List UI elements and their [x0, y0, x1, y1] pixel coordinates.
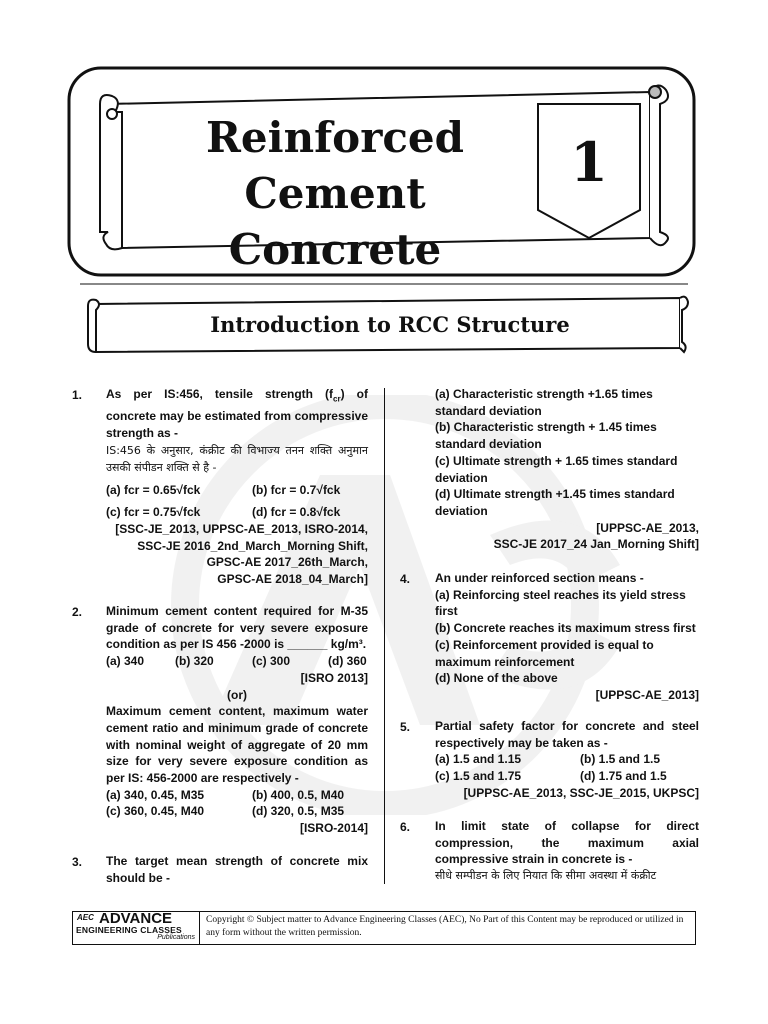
q3-reference-2: SSC-JE 2017_24 Jan_Morning Shift] — [493, 537, 699, 552]
q2-reference-2: [ISRO-2014] — [299, 821, 368, 836]
q1-option-a: (a) fcr = 0.65√fck — [106, 482, 201, 497]
q2-text-2: Maximum cement content, maximum water cement ratio and minimum grade of concrete with nominal weight of aggregate of 20 mm size for very severe exposure condition as per IS: 456-2000 are respectively - — [106, 704, 368, 786]
q5-option-b: (b) 1.5 and 1.5 — [580, 752, 661, 767]
q2-option-c: (c) 300 — [252, 654, 291, 669]
chapter-number: 1 — [570, 130, 608, 194]
q3-reference-1: [UPPSC-AE_2013, — [596, 520, 699, 535]
q2-or: (or) — [227, 687, 247, 702]
question-number: 6. — [400, 820, 411, 834]
q4-option-b: (b) Concrete reaches its maximum stress first — [435, 621, 696, 636]
question-number: 3. — [72, 855, 83, 869]
footer — [72, 911, 696, 945]
q3-option-d: (d) Ultimate strength +1.45 times standard deviation — [435, 487, 675, 518]
q6-hindi-text: सीधे सम्पीडन के लिए नियात कि सीमा अवस्था में कंक्रीट — [435, 869, 657, 883]
q1-hindi-text: IS:456 के अनुसार, कंक्रीट की विभाज्य तनन शक्ति अनुमान उसकी संपीडन शक्ति से है - — [106, 443, 368, 474]
question-1 — [106, 386, 368, 588]
logo-mark: AEC — [77, 913, 94, 922]
q5-text: Partial safety factor for concrete and steel respectively may be taken as - — [435, 719, 699, 750]
column-divider — [384, 388, 385, 884]
q2-reference: [ISRO 2013] — [300, 670, 368, 685]
q1-option-c: (c) fcr = 0.75√fck — [106, 505, 201, 520]
question-6 — [435, 818, 699, 885]
q3-option-a: (a) Characteristic strength +1.65 times standard deviation — [435, 387, 653, 418]
q2-option-a: (a) 340 — [106, 654, 145, 669]
q4-option-a: (a) Reinforcing steel reaches its yield stress first — [435, 587, 686, 619]
q2-option2-c: (c) 360, 0.45, M40 — [106, 804, 205, 819]
q2-text: Minimum cement content required for M-35 grade of concrete for very severe exposure condition as per IS 456 -2000 is ______ kg/m³. — [106, 604, 368, 652]
q3-option-b: (b) Characteristic strength + 1.45 times standard deviation — [435, 420, 657, 452]
q4-reference: [UPPSC-AE_2013] — [595, 687, 699, 702]
question-number: 4. — [400, 572, 411, 586]
q2-option-d: (d) 360 — [328, 654, 367, 669]
logo-publications: Publications — [157, 934, 195, 941]
q5-option-d: (d) 1.75 and 1.5 — [580, 769, 667, 784]
chapter-title-line1: Reinforced — [206, 113, 464, 162]
q1-text-b: ) of concrete may be estimated from compressive strength as - — [106, 387, 368, 440]
q1-reference-1: [SSC-JE_2013, UPPSC-AE_2013, ISRO-2014, — [115, 521, 368, 536]
chapter-title-line2: Cement Concrete — [228, 169, 442, 274]
q1-text-a: As per IS:456, tensile strength (f — [106, 387, 334, 401]
q4-option-d: (d) None of the above — [435, 671, 558, 686]
q5-option-c: (c) 1.5 and 1.75 — [435, 769, 522, 784]
q3-text: The target mean strength of concrete mix should be - — [106, 854, 368, 885]
q4-text: An under reinforced section means - — [435, 571, 644, 585]
q1-text-sub: cr — [333, 394, 341, 404]
q1-option-b: (b) fcr = 0.7√fck — [252, 482, 341, 497]
chapter-title — [135, 110, 535, 278]
section-title: Introduction to RCC Structure — [210, 312, 570, 337]
q1-option-d: (d) fcr = 0.8√fck — [252, 505, 341, 520]
question-4 — [435, 570, 699, 704]
question-5 — [435, 718, 699, 802]
publisher-logo — [73, 912, 200, 944]
question-number: 2. — [72, 605, 83, 619]
q2-option2-b: (b) 400, 0.5, M40 — [252, 787, 345, 802]
copyright-notice: Copyright © Subject matter to Advance Engineering Classes (AEC), No Part of this Content may be reproduced or utilized in any form without the written permission. — [206, 915, 684, 938]
q5-option-a: (a) 1.5 and 1.15 — [435, 752, 522, 767]
q3-option-c: (c) Ultimate strength + 1.65 times standard deviation — [435, 453, 678, 485]
question-number: 5. — [400, 720, 411, 734]
q2-option-b: (b) 320 — [175, 654, 214, 669]
question-3-options — [435, 386, 699, 553]
q1-reference-3: GPSC-AE 2017_26th_March, — [206, 555, 368, 570]
logo-engineering-classes: ENGINEERING CLASSES — [76, 925, 182, 935]
question-2 — [106, 603, 368, 837]
q1-reference-4: GPSC-AE 2018_04_March] — [217, 572, 368, 587]
q2-option2-d: (d) 320, 0.5, M35 — [252, 804, 345, 819]
question-3 — [106, 853, 368, 886]
question-number: 1. — [72, 388, 83, 402]
q4-option-c: (c) Reinforcement provided is equal to maximum reinforcement — [435, 637, 654, 669]
logo-advance: ADVANCE — [99, 910, 173, 927]
q1-reference-2: SSC-JE 2016_2nd_March_Morning Shift, — [137, 538, 368, 553]
q6-text: In limit state of collapse for direct compression, the maximum axial compressive strain in concrete is - — [435, 819, 699, 867]
q5-reference: [UPPSC-AE_2013, SSC-JE_2015, UKPSC] — [463, 785, 699, 800]
q2-option2-a: (a) 340, 0.45, M35 — [106, 787, 205, 802]
